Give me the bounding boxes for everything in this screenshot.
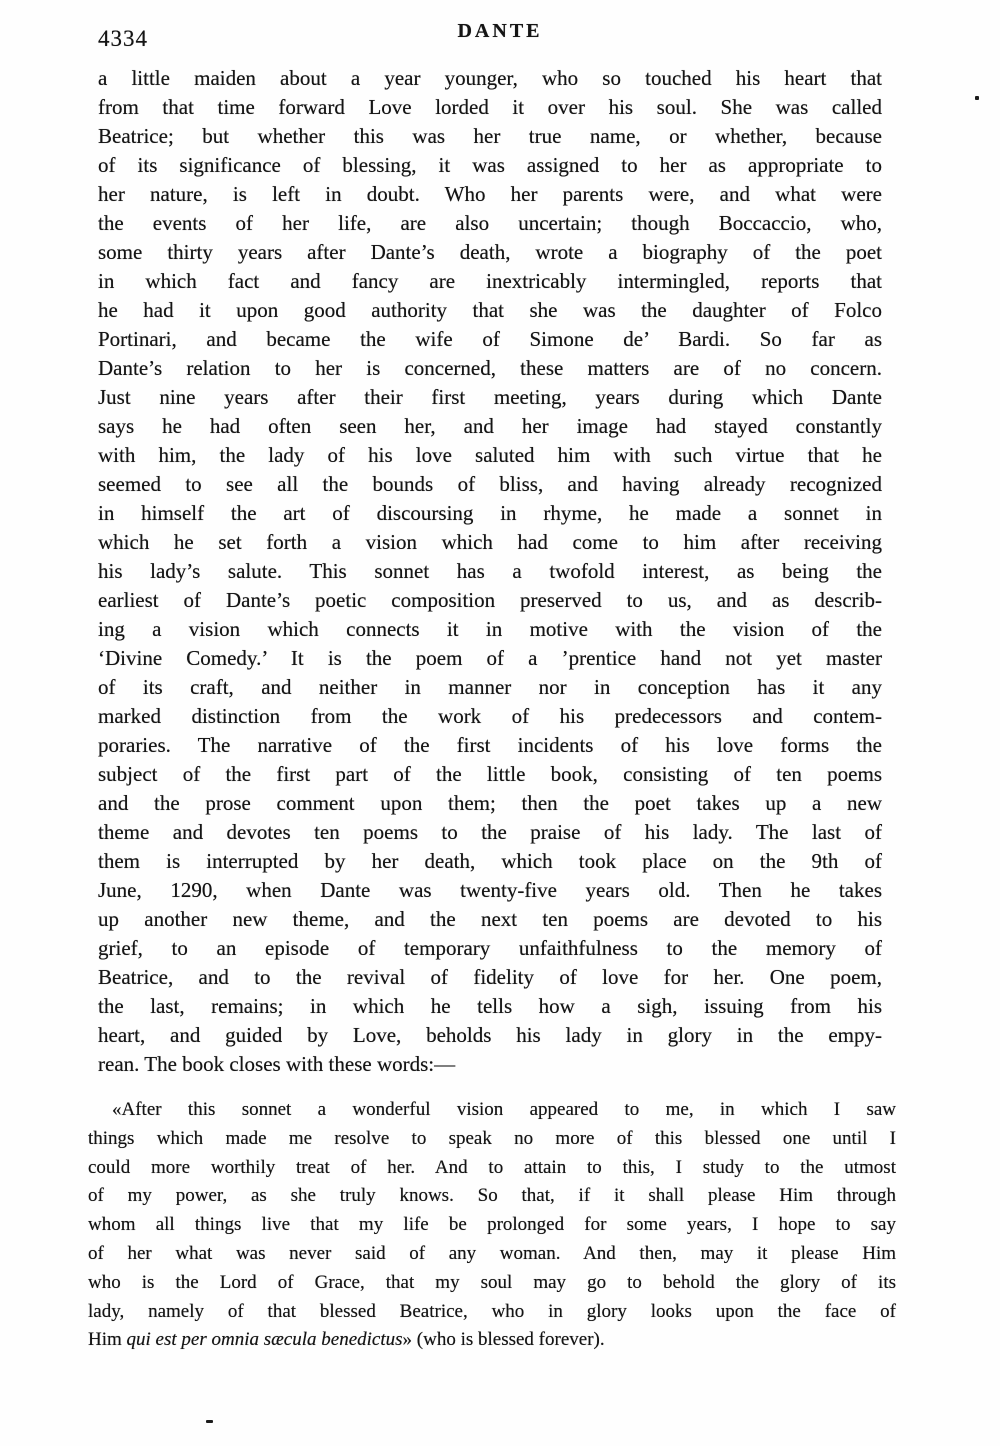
quote-paragraph xyxy=(88,1096,896,1326)
latin-phrase: qui est per omnia sæcula benedictus xyxy=(126,1329,403,1351)
text-line: of her what was never said of any woman. And then, may it please Him xyxy=(88,1242,896,1264)
text-line: «After this sonnet a wonderful vision appeared to me, in which I saw xyxy=(112,1099,896,1120)
quote-last-line-post: » (who is blessed forever). xyxy=(402,1329,605,1351)
text-line: he had it upon good authority that she was the daughter of Folco xyxy=(98,298,882,322)
quote-last-line-pre: Him xyxy=(88,1329,127,1351)
text-line: Portinari, and became the wife of Simone de’ Bardi. So far as xyxy=(98,327,882,351)
text-line: grief, to an episode of temporary unfaithfulness to the memory of xyxy=(98,936,882,960)
text-line: her nature, is left in doubt. Who her parents were, and what were xyxy=(98,182,882,206)
closing-quote-block xyxy=(88,1096,896,1355)
text-line: marked distinction from the work of his predecessors and contem- xyxy=(98,704,882,728)
text-line: and the prose comment upon them; then the poet takes up a new xyxy=(98,791,882,815)
text-line: could more worthily treat of her. And to attain to this, I study to the utmost xyxy=(88,1156,896,1178)
text-line: from that time forward Love lorded it over his soul. She was called xyxy=(98,95,882,119)
quote-last-line xyxy=(88,1326,896,1355)
scan-speck xyxy=(975,96,979,100)
text-line: ing a vision which connects it in motive with the vision of the xyxy=(98,617,882,641)
running-title: DANTE xyxy=(457,20,543,42)
text-line: of its significance of blessing, it was assigned to her as appropriate to xyxy=(98,153,882,177)
text-line: a little maiden about a year younger, who so touched his heart that xyxy=(98,66,882,90)
text-line: poraries. The narrative of the first incidents of his love forms the xyxy=(98,733,882,757)
text-line: in himself the art of discoursing in rhyme, he made a sonnet in xyxy=(98,501,882,525)
text-line: ‘Divine Comedy.’ It is the poem of a ’prentice hand not yet master xyxy=(98,646,882,670)
text-line: heart, and guided by Love, beholds his lady in glory in the empy- xyxy=(98,1023,882,1047)
text-line: lady, namely of that blessed Beatrice, who in glory looks upon the face of xyxy=(88,1300,896,1322)
text-line: whom all things live that my life be prolonged for some years, I hope to say xyxy=(88,1214,896,1236)
text-line: Beatrice, and to the revival of fidelity of love for her. One poem, xyxy=(98,965,882,989)
text-line: subject of the first part of the little book, consisting of ten poems xyxy=(98,762,882,786)
text-line: them is interrupted by her death, which took place on the 9th of xyxy=(98,849,882,873)
text-line: theme and devotes ten poems to the praise of his lady. The last of xyxy=(98,820,882,844)
text-line: earliest of Dante’s poetic composition preserved to us, and as describ- xyxy=(98,588,882,612)
scan-speck xyxy=(206,1420,213,1423)
page-header xyxy=(98,20,902,54)
text-line: in which fact and fancy are inextricably intermingled, reports that xyxy=(98,269,882,293)
text-line: Beatrice; but whether this was her true name, or whether, because xyxy=(98,124,882,148)
text-line: seemed to see all the bounds of bliss, and having already recognized xyxy=(98,472,882,496)
text-line: things which made me resolve to speak no more of this blessed one until I xyxy=(88,1127,896,1149)
text-line: of my power, as she truly knows. So that, if it shall please Him through xyxy=(88,1185,896,1207)
main-paragraph-last-line: rean. The book closes with these words:— xyxy=(98,1052,456,1076)
text-line: who is the Lord of Grace, that my soul may go to behold the glory of its xyxy=(88,1271,896,1293)
text-line: the last, remains; in which he tells how a sigh, issuing from his xyxy=(98,994,882,1018)
main-paragraph xyxy=(98,64,882,1050)
text-line: June, 1290, when Dante was twenty-five years old. Then he takes xyxy=(98,878,882,902)
text-line: Dante’s relation to her is concerned, these matters are of no concern. xyxy=(98,356,882,380)
text-line: some thirty years after Dante’s death, wrote a biography of the poet xyxy=(98,240,882,264)
text-line: the events of her life, are also uncertain; though Boccaccio, who, xyxy=(98,211,882,235)
page-number: 4334 xyxy=(98,26,148,51)
text-line: up another new theme, and the next ten poems are devoted to his xyxy=(98,907,882,931)
text-line: which he set forth a vision which had come to him after receiving xyxy=(98,530,882,554)
page-body xyxy=(88,64,896,1355)
text-line: with him, the lady of his love saluted him with such virtue that he xyxy=(98,443,882,467)
text-line: his lady’s salute. This sonnet has a twofold interest, as being the xyxy=(98,559,882,583)
text-line: says he had often seen her, and her image had stayed constantly xyxy=(98,414,882,438)
text-line: of its craft, and neither in manner nor in conception has it any xyxy=(98,675,882,699)
text-line: Just nine years after their first meeting, years during which Dante xyxy=(98,385,882,409)
